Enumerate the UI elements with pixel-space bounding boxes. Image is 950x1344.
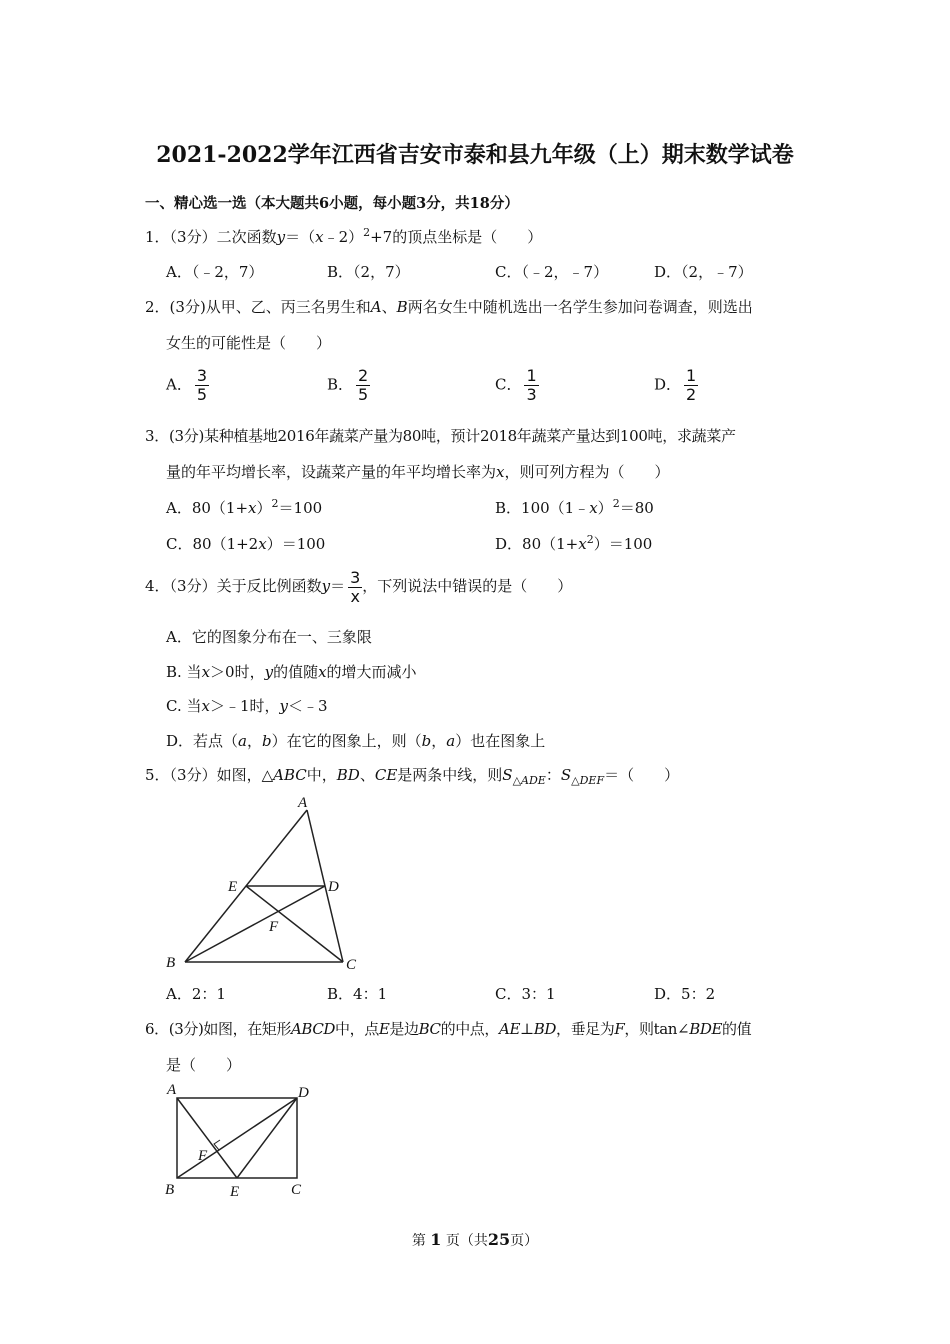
q1-option-d: D．（2，﹣7） [654,263,753,281]
triangle-figure [160,790,370,975]
q4-option-a: A．它的图象分布在一、三象限 [166,628,372,646]
q5-option-c: C．3：1 [495,985,556,1003]
page-title: 2021-2022学年江西省吉安市泰和县九年级（上）期末数学试卷 [156,142,794,168]
rectangle-figure [160,1080,320,1205]
question-4-stem: 4．（3分）关于反比例函数y＝ $\frac{3}{x}$ ，下列说法中错误的是（ ） [145,567,573,606]
fraction: $\frac{1}{2}$ [686,366,697,404]
q1-option-b: B．（2，7） [327,263,410,281]
q3-option-a: A．$80(1+x)^2=100$ [166,497,323,517]
label-a: A [167,1082,177,1098]
question-2-stem: 2．(3分)从甲、乙、丙三名男生和A、B两名女生中随机选出一名学生参加问卷调查，则选出 [145,298,753,316]
fraction: $\frac{1}{3}$ [526,366,537,404]
q3-option-b: B．100（1﹣x）$^2$＝80 [495,497,654,517]
q4-option-d: D．若点（a，b）在它的图象上，则（b，a）也在图象上 [166,732,546,750]
q5-option-b: B．4：1 [327,985,388,1003]
section-heading: 一、精心选一选（本大题共6小题，每小题3分，共18分） [145,195,519,212]
label-f: F [198,1148,208,1164]
question-6-stem-line2: 是（ ） [166,1056,242,1074]
q4-option-b: B. 当x＞0时，y的值随x的增大而减小 [166,663,417,681]
label-f: F [269,919,279,935]
label-d: D [298,1085,309,1101]
segment-de [237,1098,297,1178]
q5-option-d: D．5：2 [654,985,716,1003]
q5-option-a: A．2：1 [166,985,226,1003]
q3-option-d: D．$80(1+x^2)=100$ [495,533,653,553]
label-c: C [291,1182,302,1198]
page-total: 25 [487,1230,511,1249]
q4-option-c: C. 当x＞﹣1时，y＜﹣3 [166,697,328,715]
q1-option-c: C．（﹣2，﹣7） [495,263,609,281]
page-number: 1 [430,1230,442,1249]
question-3-stem: 3．(3分)某种植基地2016年蔬菜产量为80吨，预计2018年蔬菜产量达到100吨，求蔬菜产 [145,427,736,445]
diagonal-bd [177,1098,297,1178]
page-footer: 第 1 页（共25页） [411,1230,539,1249]
label-a: A [298,795,308,811]
q2-option-a: A． $\frac{3}{5}$ [166,366,208,404]
question-5-stem: 5．（3分）如图，△ABC中，BD、CE是两条中线，则$S_{\triangle ADE}$：$S_{\triangle DEF}=$（ ） [145,766,680,787]
question-6-stem: 6．(3分)如图，在矩形ABCD中，点E是边BC的中点，AE⊥BD，垂足为F，则tan∠BDE的值 [145,1020,752,1038]
fraction: $\frac{3}{5}$ [196,366,208,404]
q2-option-b: B． $\frac{2}{5}$ [327,366,369,404]
q1-option-a: A．（﹣2，7） [166,263,264,281]
median-bd [185,886,325,962]
label-b: B [166,955,176,971]
q2-option-c: C． $\frac{1}{3}$ [495,366,537,404]
question-3-stem-line2: 量的年平均增长率，设蔬菜产量的年平均增长率为x，则可列方程为（ ） [166,463,670,481]
question-1-stem: 1．（3分）二次函数y＝（x﹣2）$^2$+7的顶点坐标是（ ） [145,226,543,246]
q2-option-d: D． $\frac{1}{2}$ [654,366,697,404]
segment-ae [177,1098,237,1178]
label-c: C [346,957,357,973]
label-b: B [165,1182,175,1198]
label-e: E [230,1184,240,1200]
question-2-stem-line2: 女生的可能性是（ ） [166,334,332,352]
fraction: $\frac{2}{5}$ [358,366,369,404]
label-d: D [328,879,339,895]
q3-option-c: C．80（1+2x）＝100 [166,535,326,553]
label-e: E [228,879,238,895]
fraction: $\frac{3}{x}$ [350,567,361,606]
